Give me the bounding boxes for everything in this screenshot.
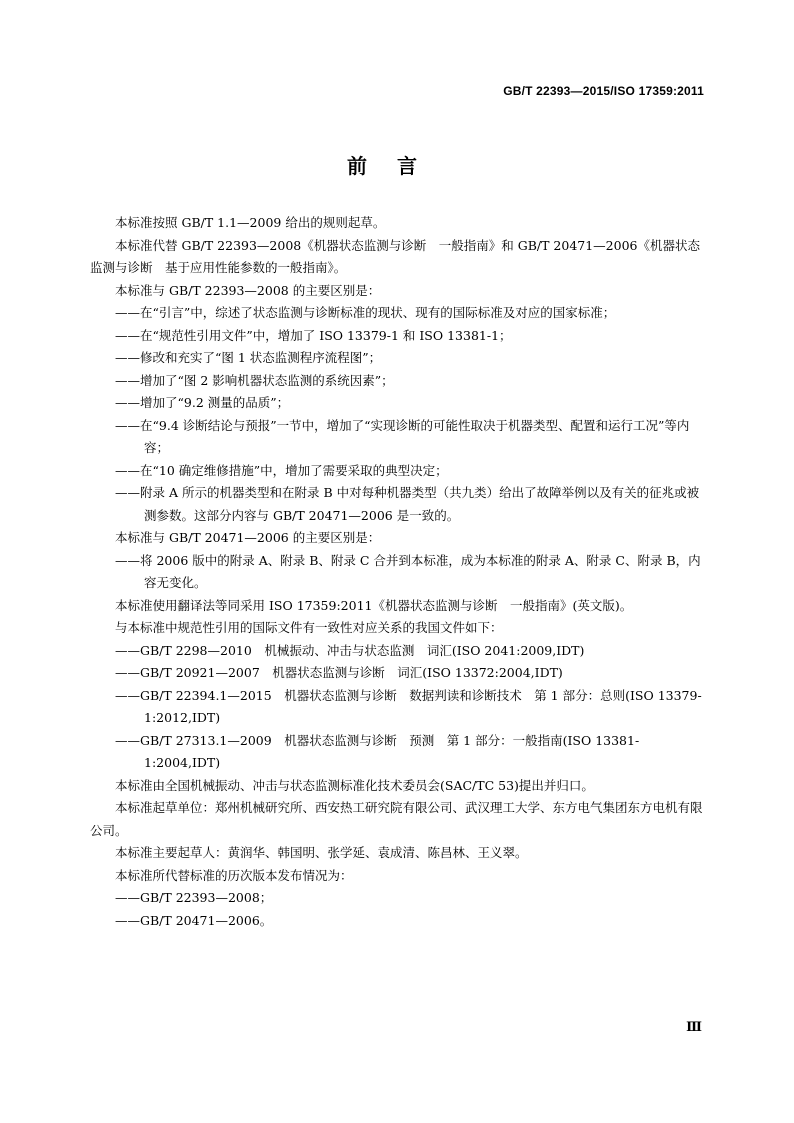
list-item: ——在“9.4 诊断结论与预报”一节中，增加了“实现诊断的可能性取决于机器类型、配置和运行工况”等内容； (115, 417, 690, 455)
list-item: ——在“规范性引用文件”中，增加了 ISO 13379-1 和 ISO 13381-1； (115, 327, 512, 343)
paragraph: 本标准按照 GB/T 1.1—2009 给出的规则起草。 (115, 215, 386, 230)
list-item: ——GB/T 22394.1—2015 机器状态监测与诊断 数据判读和诊断技术 第 1 部分：总则(ISO 13379-1:2012,IDT) (115, 687, 702, 725)
list-item: ——附录 A 所示的机器类型和在附录 B 中对每种机器类型（共九类）给出了故障举例以及有关的征兆或被测参数。这部分内容与 GB/T 20471—2006 是一致的。 (115, 485, 700, 523)
list-item: ——增加了“9.2 测量的品质”； (115, 395, 290, 410)
paragraph: 本标准与 GB/T 20471—2006 的主要区别是： (115, 530, 381, 545)
list-item: ——GB/T 22393—2008； (115, 890, 273, 905)
paragraph: 本标准所代替标准的历次版本发布情况为： (115, 867, 353, 883)
list-item: ——GB/T 20471—2006。 (115, 912, 273, 928)
list-item: ——GB/T 2298—2010 机械振动、冲击与状态监测 词汇(ISO 2041:2009,IDT) (115, 642, 585, 658)
list-item: ——在“10 确定维修措施”中，增加了需要采取的典型决定； (115, 462, 448, 478)
paragraph: 本标准与 GB/T 22393—2008 的主要区别是： (115, 282, 381, 298)
paragraph: 本标准代替 GB/T 22393—2008《机器状态监测与诊断 一般指南》和 GB/T 20471—2006《机器状态监测与诊断 基于应用性能参数的一般指南》。 (90, 237, 700, 275)
paragraph: 本标准使用翻译法等同采用 ISO 17359:2011《机器状态监测与诊断 一般指南》(英文版)。 (115, 597, 633, 613)
page-number: Ⅲ (686, 1020, 702, 1035)
list-item: ——在“引言”中，综述了状态监测与诊断标准的现状、现有的国际标准及对应的国家标准； (115, 305, 616, 320)
list-item: ——GB/T 27313.1—2009 机器状态监测与诊断 预测 第 1 部分：一般指南(ISO 13381-1:2004,IDT) (115, 732, 640, 770)
paragraph: 本标准起草单位：郑州机械研究所、西安热工研究院有限公司、武汉理工大学、东方电气集团东方电机有限公司。 (90, 800, 703, 838)
list-item: ——将 2006 版中的附录 A、附录 B、附录 C 合并到本标准，成为本标准的附录 A、附录 C、附录 B，内容无变化。 (115, 552, 701, 590)
paragraph: 本标准主要起草人：黄润华、韩国明、张学延、袁成清、陈昌林、王义翠。 (115, 845, 528, 860)
paragraph: 本标准由全国机械振动、冲击与状态监测标准化技术委员会(SAC/TC 53)提出并归口。 (115, 777, 594, 793)
page-title: 前言 (347, 154, 447, 178)
standard-code-header: GB/T 22393—2015/ISO 17359:2011 (503, 84, 704, 98)
paragraph: 与本标准中规范性引用的国际文件有一致性对应关系的我国文件如下： (115, 620, 503, 635)
list-item: ——GB/T 20921—2007 机器状态监测与诊断 词汇(ISO 13372:2004,IDT) (115, 665, 563, 680)
foreword-body (90, 212, 704, 932)
list-item: ——修改和充实了“图 1 状态监测程序流程图”； (115, 350, 382, 365)
list-item: ——增加了“图 2 影响机器状态监测的系统因素”； (115, 372, 394, 388)
